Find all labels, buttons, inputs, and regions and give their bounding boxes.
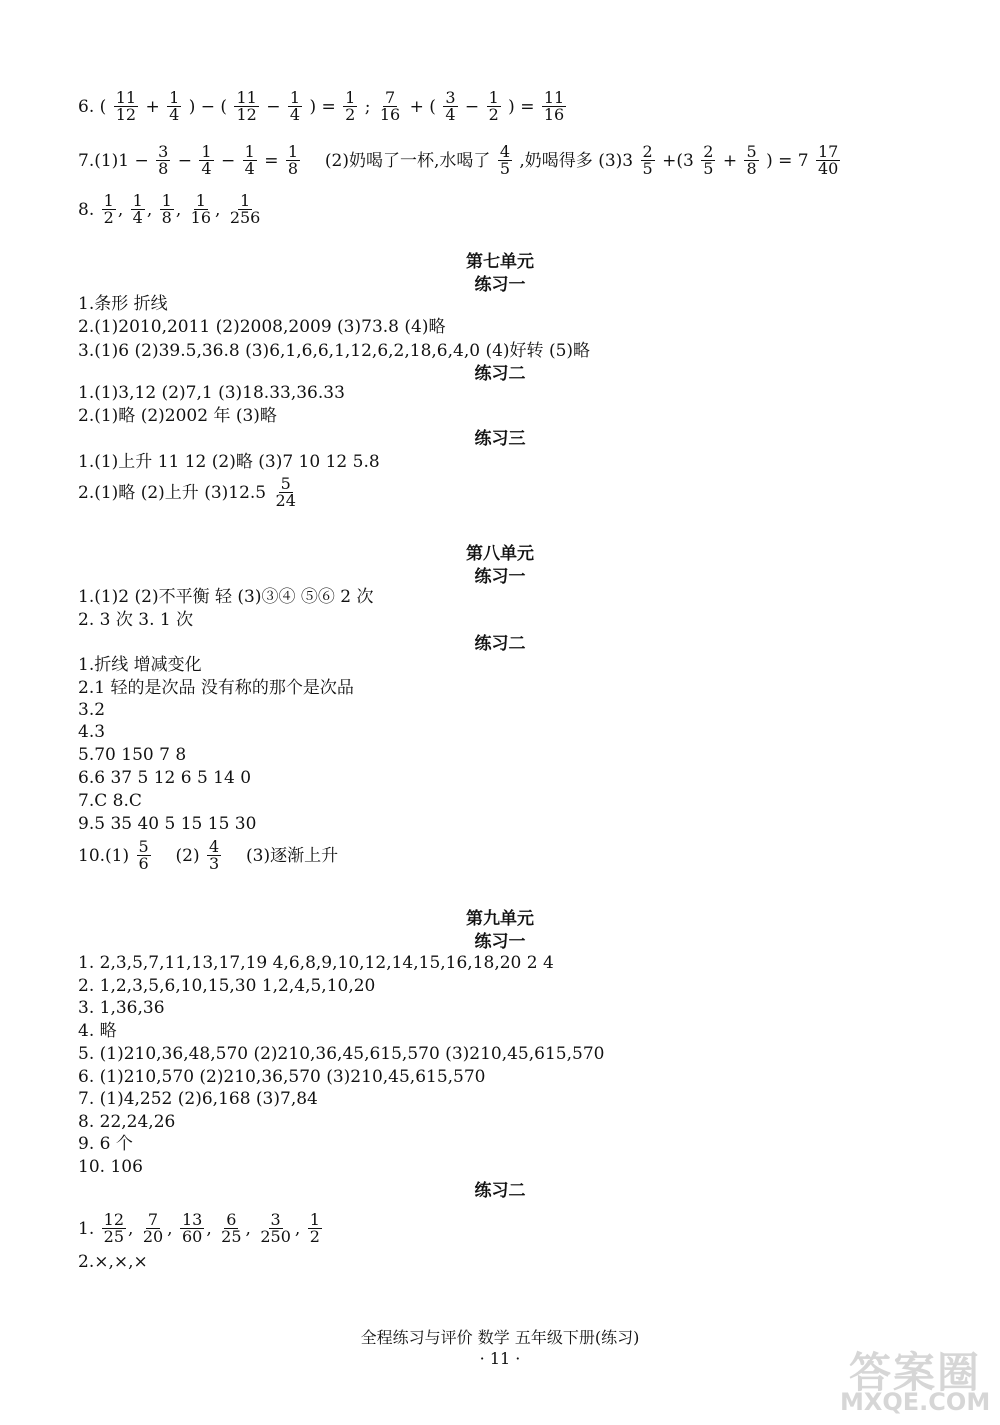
- answer-line-fractions: 1. $\frac{12}{25}$ , $\frac{7}{20}$ , $\frac{13}{60}$ , $\frac{6}{25}$ , $\frac{3}{250}$ , $\frac{1}{2}$: [78, 1210, 320, 1246]
- watermark-url: MXQE.COM: [840, 1388, 991, 1416]
- unit-7-title: 第七单元: [466, 252, 534, 272]
- answer-line: 2.(1)略 (2)2002 年 (3)略: [78, 406, 277, 426]
- fraction: $\frac{5}{8}$: [746, 142, 757, 178]
- unit-8-exercise-2-title: 练习二: [474, 634, 526, 654]
- line-label: 6.: [78, 96, 95, 117]
- answer-line: 1.条形 折线: [78, 294, 168, 314]
- answer-line: 9. 6 个: [78, 1134, 133, 1154]
- answer-line-10: [78, 839, 338, 872]
- fraction: $\frac{7}{16}$: [379, 88, 401, 124]
- fraction: $\frac{12}{25}$: [103, 1210, 124, 1246]
- answer-line: 8. 22,24,26: [78, 1112, 176, 1132]
- fraction: $\frac{4}{3}$: [209, 837, 220, 873]
- answer-line: 1. 2,3,5,7,11,13,17,19 4,6,8,9,10,12,14,15,16,18,20 2 4: [78, 953, 554, 973]
- fraction: $\frac{1}{8}$: [287, 142, 299, 178]
- unit-8-exercise-1-title: 练习一: [474, 567, 526, 587]
- fraction: $\frac{6}{25}$: [221, 1210, 242, 1246]
- fraction: $\frac{1}{4}$: [201, 142, 212, 178]
- answer-line: 2.1 轻的是次品 没有称的那个是次品: [78, 678, 354, 698]
- answer-line: 3. 1,36,36: [78, 998, 165, 1018]
- fraction: $\frac{1}{4}$: [244, 142, 255, 178]
- fraction: $\frac{2}{5}$: [703, 142, 714, 178]
- fraction: $\frac{1}{4}$: [132, 191, 143, 227]
- answer-line: 9.5 35 40 5 15 15 30: [78, 814, 257, 834]
- line-text: 2.(1)略 (2)上升 (3)12.5: [78, 482, 267, 503]
- answer-line: 4.3: [78, 722, 106, 742]
- answer-line: 5. (1)210,36,48,570 (2)210,36,45,615,570 (3)210,45,615,570: [78, 1044, 605, 1064]
- unit-9-exercise-1-title: 练习一: [474, 932, 526, 952]
- unit-9-title: 第九单元: [466, 909, 534, 929]
- line-text: ,奶喝得多 (3)3: [519, 150, 634, 171]
- fraction: $\frac{1}{2}$: [345, 88, 356, 124]
- line-text: 7.(1)1 −: [78, 150, 149, 171]
- answer-line: 7.C 8.C: [78, 791, 142, 811]
- answer-line: 2.×,×,×: [78, 1252, 148, 1272]
- fraction: $\frac{1}{2}$: [103, 191, 114, 227]
- fraction: $\frac{3}{8}$: [158, 142, 169, 178]
- answer-line: 1.(1)3,12 (2)7,1 (3)18.33,36.33: [78, 383, 345, 403]
- answer-line: 6.6 37 5 12 6 5 14 0: [78, 768, 252, 788]
- line-text: +(3: [662, 150, 694, 171]
- line-text: ) = 7: [766, 150, 809, 171]
- fraction: $\frac{1}{2}$: [309, 1210, 320, 1246]
- page-number: · 11 ·: [479, 1349, 521, 1368]
- answer-line: 2. 3 次 3. 1 次: [78, 610, 194, 630]
- answer-line: 4. 略: [78, 1021, 117, 1041]
- answer-line: 2.(1)2010,2011 (2)2008,2009 (3)73.8 (4)略: [78, 317, 446, 337]
- answer-line: 1.折线 增减变化: [78, 655, 202, 675]
- fraction: $\frac{17}{40}$: [817, 142, 839, 178]
- watermark-text: 答案圈: [848, 1348, 981, 1397]
- fraction: $\frac{3}{4}$: [445, 88, 456, 124]
- fraction: $\frac{5}{6}$: [138, 837, 149, 873]
- answer-line: 3.2: [78, 700, 106, 720]
- fraction: $\frac{3}{250}$: [260, 1210, 291, 1246]
- fraction: $\frac{1}{2}$: [488, 88, 499, 124]
- fraction: $\frac{13}{60}$: [181, 1210, 203, 1246]
- fraction: $\frac{2}{5}$: [642, 142, 653, 178]
- unit-7-exercise-1-title: 练习一: [474, 275, 526, 295]
- watermark-logo: [840, 1340, 990, 1420]
- line-text: (2)奶喝了一杯,水喝了: [324, 150, 491, 171]
- answer-line-8: 8. $\frac{1}{2}$ , $\frac{1}{4}$ , $\frac{1}{8}$ , $\frac{1}{16}$ , $\frac{1}{256}$: [78, 191, 261, 227]
- fraction: $\frac{7}{20}$: [142, 1210, 164, 1246]
- unit-8-title: 第八单元: [466, 544, 534, 564]
- unit-7-exercise-3-title: 练习三: [474, 429, 526, 449]
- fraction: $\frac{11}{12}$: [115, 88, 137, 124]
- line-text: (3)逐渐上升: [246, 845, 339, 866]
- answer-line: 6. (1)210,570 (2)210,36,570 (3)210,45,615,570: [78, 1067, 486, 1087]
- fraction: $\frac{1}{4}$: [169, 88, 180, 124]
- fraction: $\frac{5}{24}$: [275, 474, 296, 510]
- answer-line: 1.(1)2 (2)不平衡 轻 (3)③④ ⑤⑥ 2 次: [78, 587, 374, 607]
- line-text: (2): [175, 845, 200, 866]
- answer-line: 3.(1)6 (2)39.5,36.8 (3)6,1,6,6,1,12,6,2,18,6,4,0 (4)好转 (5)略: [78, 341, 591, 361]
- unit-7-exercise-2-title: 练习二: [474, 364, 526, 384]
- fraction: $\frac{1}{8}$: [161, 191, 172, 227]
- fraction: $\frac{1}{4}$: [289, 88, 301, 124]
- answer-line-6: 6. ( $\frac{11}{12}$ + $\frac{1}{4}$ ) − ( $\frac{11}{12}$ − $\frac{1}{4}$ ) = $\frac{1}{2}$ ; $\frac{7}{16}$ + ( $\frac{3}{4}$ − $\frac{1}{2}$ ) = $\frac{11}{16}$: [78, 88, 565, 124]
- fraction: $\frac{1}{16}$: [190, 191, 211, 227]
- fraction: $\frac{11}{16}$: [543, 88, 565, 124]
- answer-line: 5.70 150 7 8: [78, 745, 187, 765]
- line-text: 10.(1): [78, 845, 130, 866]
- unit-9-exercise-2-title: 练习二: [474, 1181, 526, 1201]
- footer-title: 全程练习与评价 数学 五年级下册(练习): [360, 1328, 640, 1347]
- answer-line-with-fraction: [78, 476, 300, 509]
- line-label: 1.: [78, 1218, 95, 1239]
- answer-line: 7. (1)4,252 (2)6,168 (3)7,84: [78, 1089, 318, 1109]
- fraction: $\frac{11}{12}$: [236, 88, 257, 124]
- answer-line: 10. 106: [78, 1157, 143, 1177]
- line-label: 8.: [78, 199, 95, 220]
- answer-line-7: 7.(1)1 − $\frac{3}{8}$ − $\frac{1}{4}$ − $\frac{1}{4}$ = $\frac{1}{8}$ (2)奶喝了一杯,水喝了 $\frac{4}{5}$ ,奶喝得多 (3)3 $\frac{2}{5}$ +(3 $\frac{2}{5}$ + $\frac{5}{8}$ ) = 7 $\frac{17}{40}$: [78, 142, 839, 178]
- answer-line: 1.(1)上升 11 12 (2)略 (3)7 10 12 5.8: [78, 452, 380, 472]
- fraction: $\frac{1}{256}$: [229, 191, 261, 227]
- fraction: $\frac{4}{5}$: [499, 142, 510, 178]
- answer-line: 2. 1,2,3,5,6,10,15,30 1,2,4,5,10,20: [78, 976, 376, 996]
